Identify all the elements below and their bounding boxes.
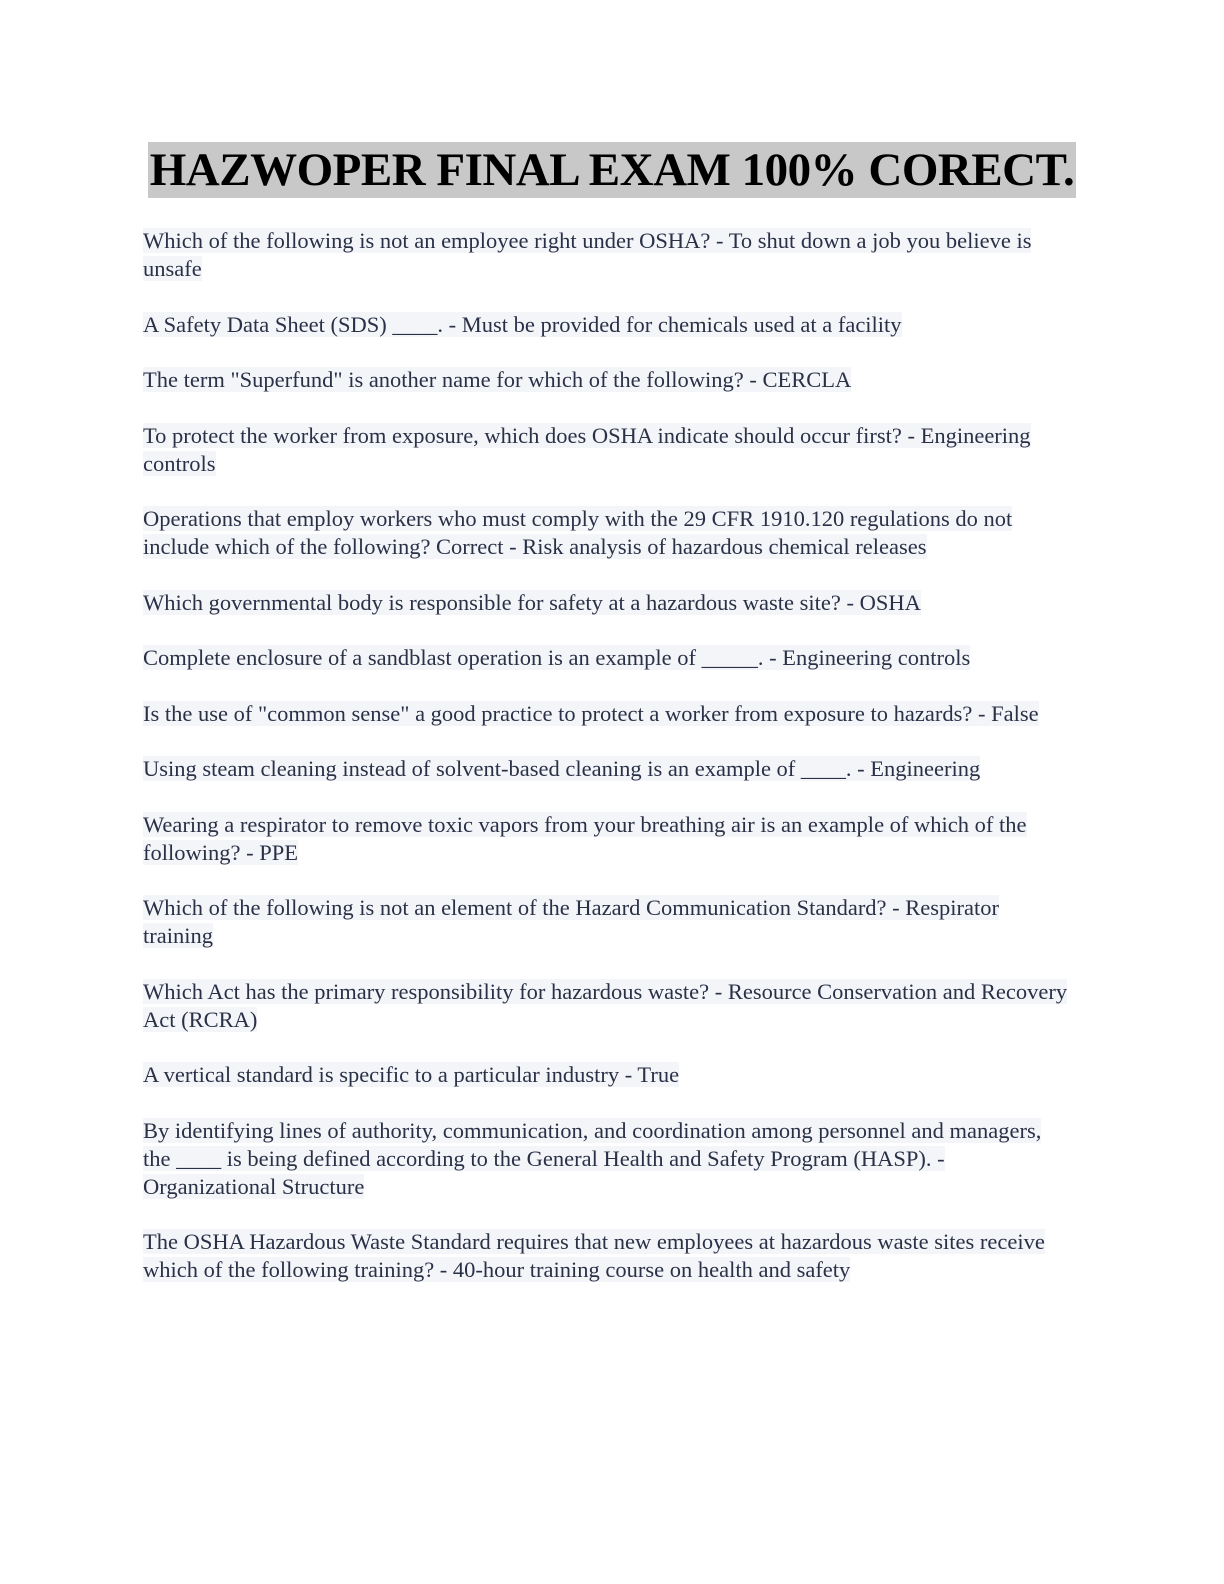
qa-item: A Safety Data Sheet (SDS) ____. - Must be provided for chemicals used at a facility [143, 311, 902, 337]
qa-item: Which of the following is not an employee right under OSHA? - To shut down a job you believe is unsafe [143, 228, 1032, 281]
qa-item: Wearing a respirator to remove toxic vapors from your breathing air is an example of which of the following? - PPE [143, 811, 1027, 865]
qa-item: To protect the worker from exposure, which does OSHA indicate should occur first? - Engineering controls [143, 422, 1031, 476]
qa-item: Complete enclosure of a sandblast operation is an example of _____. - Engineering controls [143, 645, 971, 670]
document-title: HAZWOPER FINAL EXAM 100% CORECT. [149, 144, 1075, 196]
qa-item: By identifying lines of authority, communication, and coordination among personnel and managers, the ____ is being defined according to the General Health and Safety Program (HASP). - Organizational Structure [143, 1117, 1042, 1199]
qa-list [143, 227, 1073, 1312]
qa-item: Operations that employ workers who must comply with the 29 CFR 1910.120 regulations do not include which of the following? Correct - Risk analysis of hazardous chemical releases [143, 506, 1013, 559]
qa-item: The term "Superfund" is another name for which of the following? - CERCLA [143, 367, 852, 392]
qa-item: A vertical standard is specific to a particular industry - True [143, 1062, 680, 1087]
qa-item: Which of the following is not an element of the Hazard Communication Standard? - Respirator training [143, 895, 1000, 948]
qa-item: Which governmental body is responsible for safety at a hazardous waste site? - OSHA [143, 589, 921, 615]
qa-item: The OSHA Hazardous Waste Standard requires that new employees at hazardous waste sites receive which of the following training? - 40-hour training course on health and safety [143, 1229, 1045, 1282]
title-container [0, 142, 1224, 198]
qa-item: Which Act has the primary responsibility for hazardous waste? - Resource Conservation and Recovery Act (RCRA) [143, 978, 1068, 1032]
qa-item: Is the use of "common sense" a good practice to protect a worker from exposure to hazards? - False [143, 700, 1039, 726]
qa-item: Using steam cleaning instead of solvent-based cleaning is an example of ____. - Engineering [143, 756, 981, 781]
